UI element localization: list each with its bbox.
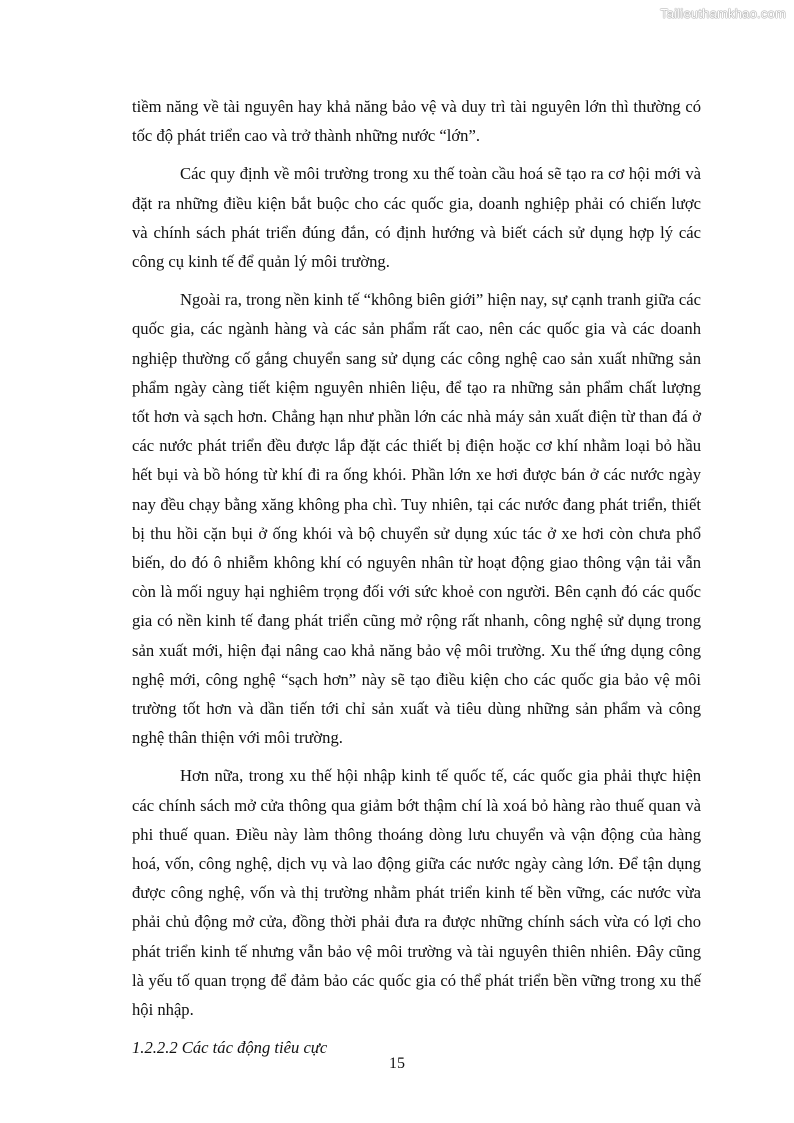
paragraph-economic-integration: Hơn nữa, trong xu thế hội nhập kinh tế quốc tế, các quốc gia phải thực hiện các chính sách mở cửa thông qua giảm bớt thậm chí là xoá bỏ hàng rào thuế quan và phi thuế quan. Điều này làm thông thoáng dòng lưu chuyển và vận động của hàng hoá, vốn, công nghệ, dịch vụ và lao động giữa các nước ngày càng lớn. Để tận dụng được công nghệ, vốn và thị trường nhằm phát triển kinh tế bền vững, các nước vừa phải chủ động mở cửa, đồng thời phải đưa ra được những chính sách vừa có lợi cho phát triển kinh tế nhưng vẫn bảo vệ môi trường và tài nguyên thiên nhiên. Đây cũng là yếu tố quan trọng để đảm bảo các quốc gia có thể phát triển bền vững trong xu thế hội nhập.	[132, 766, 701, 1020]
paragraph-borderless-economy: Ngoài ra, trong nền kinh tế “không biên giới” hiện nay, sự cạnh tranh giữa các quốc gia, các ngành hàng và các sản phẩm rất cao, nên các quốc gia và các doanh nghiệp thường cố gắng chuyển sang sử dụng các công nghệ cao sản xuất những sản phẩm ngày càng tiết kiệm nguyên nhiên liệu, để tạo ra những sản phẩm chất lượng tốt hơn và sạch hơn. Chẳng hạn như phần lớn các nhà máy sản xuất điện từ than đá ở các nước phát triển đều được lắp đặt các thiết bị điện hoặc cơ khí nhằm loại bỏ hầu hết bụi và bồ hóng từ khí đi ra ống khói. Phần lớn xe hơi được bán ở các nước ngày nay đều chạy bằng xăng không pha chì. Tuy nhiên, tại các nước đang phát triển, thiết bị thu hồi cặn bụi ở ống khói và bộ chuyển sử dụng xúc tác ở xe hơi còn chưa phổ biến, do đó ô nhiễm không khí có nguyên nhân từ hoạt động giao thông vận tải vẫn còn là mối nguy hại nghiêm trọng đối với sức khoẻ con người. Bên cạnh đó các quốc gia có nền kinh tế đang phát triển cũng mở rộng rất nhanh, công nghệ sử dụng trong sản xuất mới, hiện đại nâng cao khả năng bảo vệ môi trường. Xu thế ứng dụng công nghệ mới, công nghệ “sạch hơn” này sẽ tạo điều kiện cho các quốc gia bảo vệ môi trường tốt hơn và dần tiến tới chỉ sản xuất và tiêu dùng những sản phẩm và công nghệ thân thiện với môi trường.	[132, 290, 701, 748]
section-heading: 1.2.2.2 Các tác động tiêu cực	[132, 1038, 328, 1058]
watermark-text: Tailieuthamkhao.com	[660, 6, 786, 21]
paragraph-environment-regulations: Các quy định về môi trường trong xu thế toàn cầu hoá sẽ tạo ra cơ hội mới và đặt ra những điều kiện bắt buộc cho các quốc gia, doanh nghiệp phải có chiến lược và chính sách phát triển đúng đắn, có định hướng và biết cách sử dụng hợp lý các công cụ kinh tế để quản lý môi trường.	[132, 164, 701, 272]
document-body	[132, 92, 701, 1072]
paragraph-continuation: tiềm năng về tài nguyên hay khả năng bảo vệ và duy trì tài nguyên lớn thì thường có tốc độ phát triển cao và trở thành những nước “lớn”.	[132, 97, 701, 146]
page-number: 15	[389, 1055, 405, 1072]
